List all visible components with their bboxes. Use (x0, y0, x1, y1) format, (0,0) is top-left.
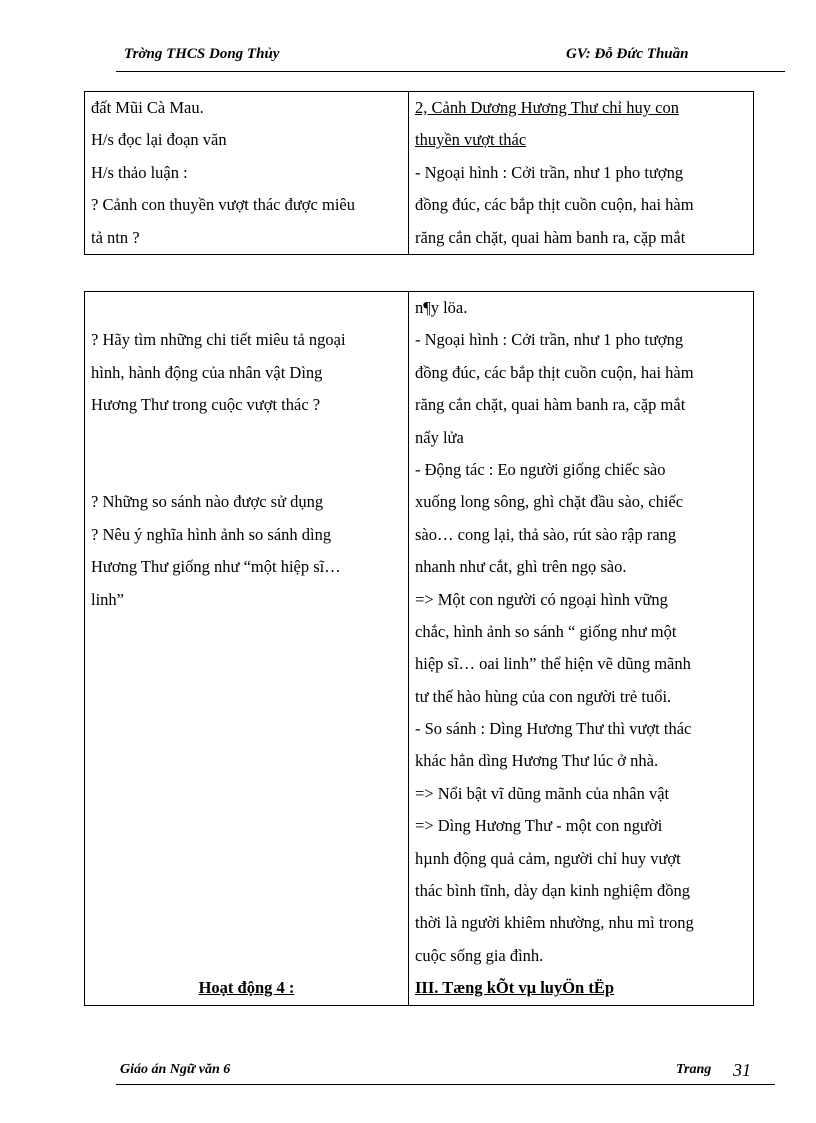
table2-right-cell (409, 292, 754, 1006)
table2-right-line: răng cắn chặt, quai hàm banh ra, cặp mắt (415, 395, 686, 415)
table2-right-line: đồng đúc, các bắp thịt cuồn cuộn, hai hàm (415, 362, 694, 382)
table2-left-line (91, 713, 402, 745)
table2-left-line (91, 454, 402, 486)
table2-right-line: n¶y löa. (415, 298, 468, 317)
table2-left-line (91, 907, 402, 939)
lesson-table-2 (84, 291, 754, 1006)
table2-left-line: Hương Thư giống như “một hiệp sĩ… (91, 557, 341, 577)
header-teacher: GV: Đỗ Đức Thuần (566, 46, 689, 62)
table2-right-line: => Dìng Hương Thư - một con người (415, 816, 663, 836)
table2-left-line: Hương Thư trong cuộc vượt thác ? (91, 395, 321, 415)
table2-left-line (91, 422, 402, 454)
header-school: Trờng THCS Dong Thủy (124, 46, 280, 62)
table2-left-line (91, 648, 402, 680)
activity-heading: Hoạt động 4 : (198, 978, 295, 998)
table1-left-line: tả ntn ? (91, 227, 140, 247)
table2-left-line (91, 778, 402, 810)
header-rule (116, 71, 785, 72)
table2-right-line: - So sánh : Dìng Hương Thư thì vượt thác (415, 719, 692, 739)
table2-right-line: hiệp sĩ… oai linh” thể hiện vẽ dũng mãnh (415, 654, 691, 674)
table2-right-line: nẩy lửa (415, 427, 464, 447)
table2-left-line: ? Hãy tìm những chi tiết miêu tả ngoại (91, 330, 346, 350)
table2-left-line (91, 616, 402, 648)
table2-left-line: hình, hành động của nhân vật Dìng (91, 362, 323, 382)
table2-right-line: tư thế hào hùng của con người trẻ tuổi. (415, 686, 672, 706)
footer-title: Giáo án Ngữ văn 6 (120, 1062, 231, 1077)
table2-left-line (91, 681, 402, 713)
table1-left-line: H/s thảo luận : (91, 162, 188, 182)
footer-page-label: Trang (676, 1062, 712, 1077)
table2-right-line: - Động tác : Eo người giống chiếc sào (415, 459, 666, 479)
table2-left-line: ? Nêu ý nghĩa hình ảnh so sánh dìng (91, 524, 332, 544)
table2-right-line: => Nổi bật vĩ dũng mãnh của nhân vật (415, 783, 670, 803)
footer-rule (116, 1084, 775, 1085)
table2-right-line: nhanh như cắt, ghì trên ngọ sào. (415, 557, 627, 577)
table2-right-line: thác bình tĩnh, dày dạn kinh nghiệm đồng (415, 881, 690, 901)
table2-left-line (91, 843, 402, 875)
table2-left-line (91, 292, 402, 324)
table2-right-line: xuống long sông, ghì chặt đầu sào, chiếc (415, 492, 684, 512)
table1-left-cell (85, 92, 409, 255)
table2-right-line: cuộc sống gia đình. (415, 945, 544, 965)
table1-left-line: H/s đọc lại đoạn văn (91, 130, 227, 150)
section-heading-cont: thuyền vượt thác (415, 130, 527, 150)
table2-right-line: hµnh động quả cảm, người chỉ huy vượt (415, 848, 681, 868)
lesson-table-1 (84, 91, 754, 255)
table2-right-line: => Một con người có ngoại hình vững (415, 589, 668, 609)
page-number: 31 (733, 1060, 751, 1080)
table2-left-line: ? Những so sánh nào được sử dụng (91, 492, 324, 512)
table1-right-line: đồng đúc, các bắp thịt cuồn cuộn, hai hàm (415, 195, 694, 215)
table2-left-line (91, 745, 402, 777)
summary-heading: III. Tæng kÕt vµ luyÖn tËp (415, 978, 615, 998)
table1-right-line: - Ngoại hình : Cởi trần, như 1 pho tượng (415, 162, 684, 182)
section-heading: 2, Cảnh Dương Hương Thư chỉ huy con (415, 98, 679, 117)
table1-left-line: ? Cảnh con thuyền vượt thác được miêu (91, 195, 355, 215)
table2-left-line (91, 810, 402, 842)
table1-left-line: đất Mũi Cà Mau. (91, 98, 204, 117)
table2-left-line: linh” (91, 589, 124, 609)
table2-right-line: thời là người khiêm nhường, nhu mì trong (415, 913, 694, 933)
table1-right-cell (409, 92, 754, 255)
table2-left-cell (85, 292, 409, 1006)
table2-right-line: chắc, hình ảnh so sánh “ giống như một (415, 621, 677, 641)
table2-left-line (91, 940, 402, 972)
table2-left-line (91, 875, 402, 907)
table1-right-line: răng cắn chặt, quai hàm banh ra, cặp mắt (415, 227, 686, 247)
table2-right-line: - Ngoại hình : Cởi trần, như 1 pho tượng (415, 330, 684, 350)
table2-right-line: sào… cong lại, thả sào, rút sào rập rang (415, 524, 677, 544)
table2-right-line: khác hẳn dìng Hương Thư lúc ở nhà. (415, 751, 659, 771)
